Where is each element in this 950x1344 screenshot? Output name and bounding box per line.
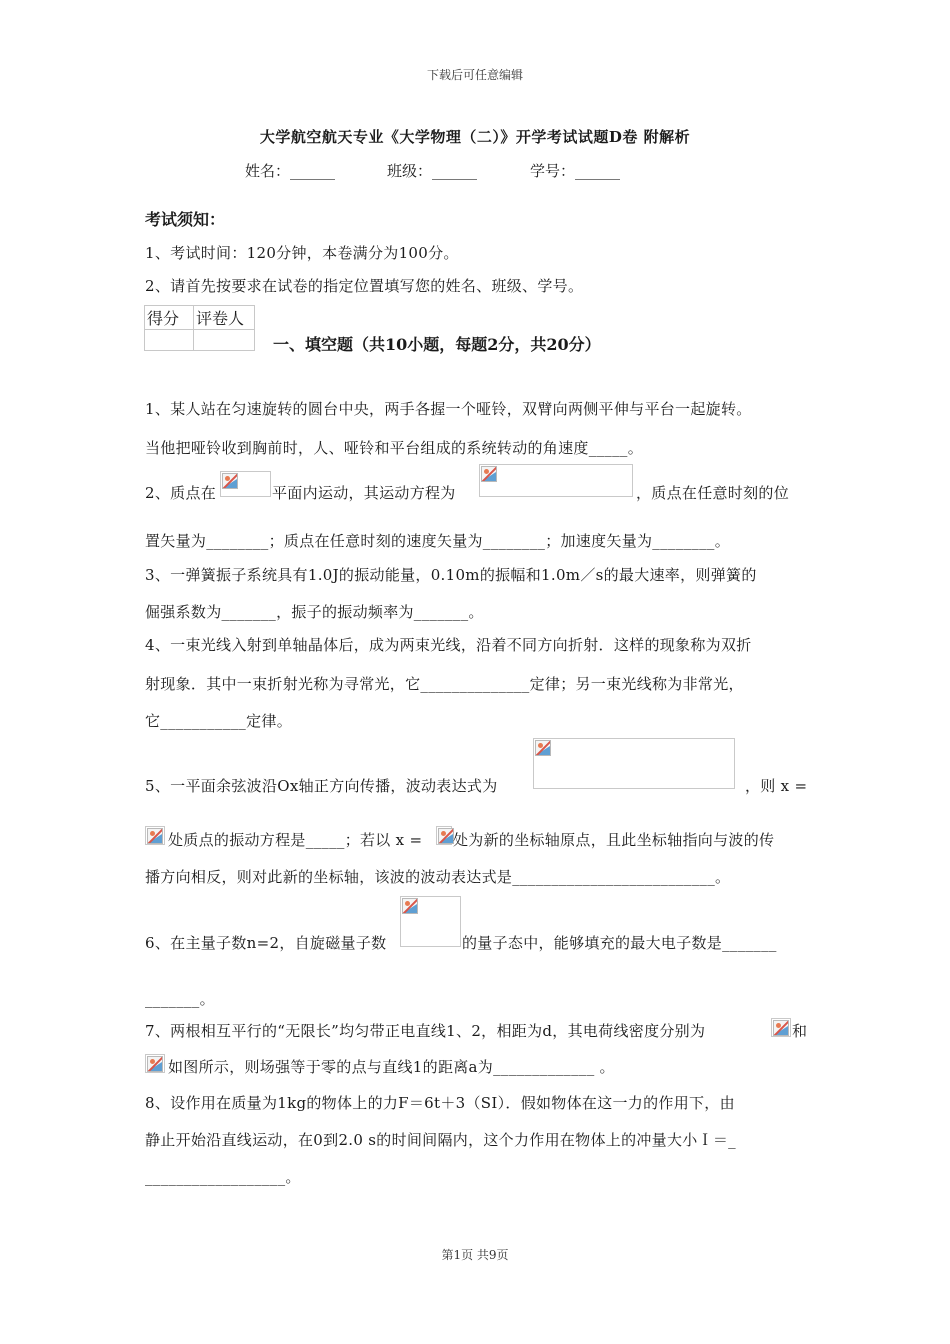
question-8-line: 静止开始沿直线运动，在0到2.0 s的时间间隔内，这个力作用在物体上的冲量大小Ｉ＝_	[145, 1131, 736, 1149]
question-5-text: 处为新的坐标轴原点，且此坐标轴指向与波的传	[453, 831, 775, 849]
notice-heading: 考试须知：	[145, 210, 226, 229]
question-6-text: 6、在主量子数n=2，自旋磁量子数	[145, 934, 387, 952]
formula-image	[533, 738, 735, 789]
question-1-line: 1、某人站在匀速旋转的圆台中央，两手各握一个哑铃，双臂向两侧平伸与平台一起旋转。	[145, 400, 752, 418]
question-7-text: 和	[792, 1022, 808, 1040]
question-5-text: ，则 x =	[745, 777, 808, 795]
question-2-text: 2、质点在	[145, 484, 217, 502]
question-3-line: 3、一弹簧振子系统具有1.0J的振动能量，0.10m的振幅和1.0m／s的最大速率，则弹簧的	[145, 566, 757, 584]
broken-image-icon	[535, 740, 551, 756]
question-3-line: 倔强系数为_______，振子的振动频率为_______。	[145, 603, 484, 621]
broken-image-icon	[222, 473, 238, 489]
name-field: 姓名：______	[245, 162, 336, 180]
grader-label: 评卷人	[194, 306, 255, 330]
id-field: 学号：______	[530, 162, 621, 180]
broken-image-icon	[147, 1056, 163, 1072]
question-7-text: 7、两根相互平行的“无限长”均匀带正电直线1、2，相距为d，其电荷线密度分别为	[145, 1022, 706, 1040]
notice-item: 1、考试时间：120分钟，本卷满分为100分。	[145, 244, 459, 262]
formula-image	[145, 1054, 165, 1073]
grader-cell	[194, 330, 255, 351]
question-5-text: 处质点的振动方程是_____；若以 x =	[168, 831, 423, 849]
score-label: 得分	[145, 306, 194, 330]
question-6-line: _______。	[145, 990, 215, 1008]
formula-image	[479, 464, 633, 497]
question-8-line: __________________。	[145, 1168, 301, 1186]
question-5-line: 播方向相反，则对此新的坐标轴，该波的波动表达式是__________________________。	[145, 868, 731, 886]
score-table	[144, 305, 255, 351]
class-field: 班级：______	[387, 162, 478, 180]
question-4-line: 射现象．其中一束折射光称为寻常光，它______________定律；另一束光线称为非常光，	[145, 675, 744, 693]
question-2-text: ，质点在任意时刻的位	[636, 484, 790, 502]
formula-image	[436, 826, 452, 845]
question-1-line: 当他把哑铃收到胸前时，人、哑铃和平台组成的系统转动的角速度_____。	[145, 439, 644, 457]
question-2-line: 置矢量为________；质点在任意时刻的速度矢量为________；加速度矢量为________。	[145, 532, 731, 550]
broken-image-icon	[438, 828, 454, 844]
formula-image	[771, 1018, 791, 1037]
exam-title: 大学航空航天专业《大学物理（二）》开学考试试题D卷 附解析	[259, 128, 691, 146]
score-cell	[145, 330, 194, 351]
formula-image	[145, 826, 165, 845]
broken-image-icon	[147, 828, 163, 844]
section-heading: 一、填空题（共10小题，每题2分，共20分）	[273, 335, 601, 354]
question-5-text: 5、一平面余弦波沿Ox轴正方向传播，波动表达式为	[145, 777, 498, 795]
broken-image-icon	[773, 1020, 789, 1036]
formula-image	[400, 896, 461, 947]
page-footer: 第1页 共9页	[441, 1248, 509, 1262]
question-4-line: 4、一束光线入射到单轴晶体后，成为两束光线，沿着不同方向折射．这样的现象称为双折	[145, 636, 752, 654]
page-header: 下载后可任意编辑	[426, 68, 523, 82]
question-6-text: 的量子态中，能够填充的最大电子数是_______	[462, 934, 777, 952]
notice-item: 2、请首先按要求在试卷的指定位置填写您的姓名、班级、学号。	[145, 277, 584, 295]
question-2-text: 平面内运动，其运动方程为	[272, 484, 456, 502]
question-8-line: 8、设作用在质量为1kg的物体上的力F＝6t＋3（SI）．假如物体在这一力的作用下，由	[145, 1094, 735, 1112]
broken-image-icon	[481, 466, 497, 482]
formula-image	[220, 471, 271, 497]
broken-image-icon	[402, 898, 418, 914]
question-4-line: 它___________定律。	[145, 712, 293, 730]
question-7-text: 如图所示，则场强等于零的点与直线1的距离a为_____________ 。	[168, 1058, 615, 1076]
